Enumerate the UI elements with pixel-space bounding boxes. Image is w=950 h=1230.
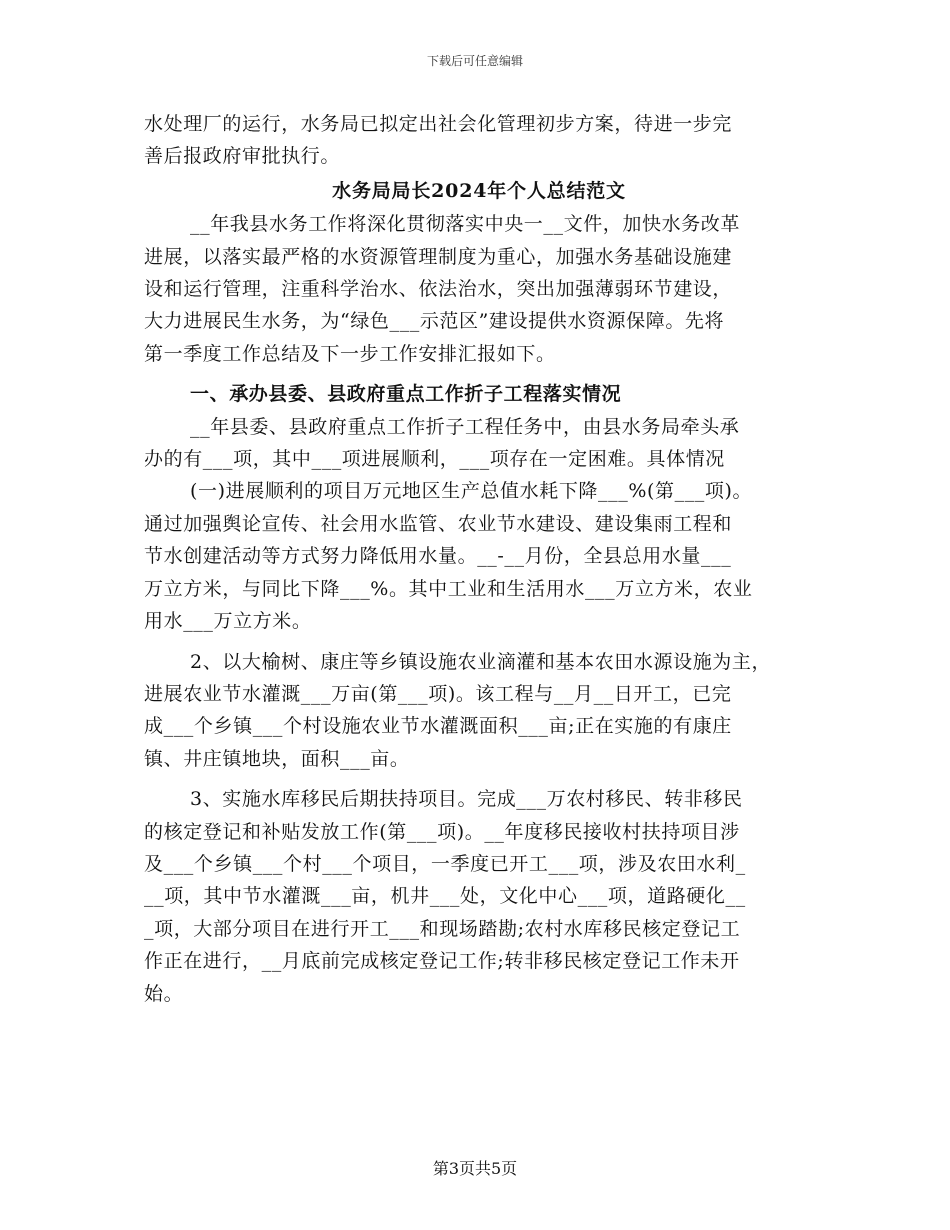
text-line: _项，大部分项目在进行开工___和现场踏勘;农村水库移民核定登记工 bbox=[144, 917, 741, 940]
text-line: 3、实施水库移民后期扶持项目。完成___万农村移民、转非移民 bbox=[190, 788, 743, 811]
continuation-paragraph bbox=[144, 108, 814, 173]
item-2-paragraph bbox=[144, 646, 814, 776]
text-line: 成___个乡镇___个村设施农业节水灌溉面积___亩;正在实施的有康庄 bbox=[144, 715, 732, 738]
text-line: 善后报政府审批执行。 bbox=[144, 145, 341, 168]
intro-paragraph bbox=[144, 208, 814, 370]
text-line: 进展农业节水灌溉___万亩(第___项)。该工程与__月__日开工，已完 bbox=[144, 682, 732, 705]
text-line: 进展，以落实最严格的水资源管理制度为重心，加强水务基础设施建 bbox=[144, 245, 733, 268]
text-line: 万立方米，与同比下降___%。其中工业和生活用水___万立方米，农业 bbox=[144, 577, 753, 600]
text-line: 用水___万立方米。 bbox=[144, 610, 312, 633]
text-line: (一)进展顺利的项目万元地区生产总值水耗下降___%(第___项)。 bbox=[190, 480, 753, 503]
item-1-paragraph bbox=[144, 475, 814, 637]
text-line: 水处理厂的运行，水务局已拟定出社会化管理初步方案，待进一步完 bbox=[144, 113, 733, 135]
text-line: 大力进展民生水务，为“绿色___示范区”建设提供水资源保障。先将 bbox=[144, 310, 725, 333]
text-line: 及___个乡镇___个村___个项目，一季度已开工___项，涉及农田水利_ bbox=[144, 852, 746, 875]
text-line: __项，其中节水灌溉___亩，机井___处，文化中心___项，道路硬化__ bbox=[144, 885, 746, 908]
document-title: 水务局局长2024年个人总结范文 bbox=[332, 179, 626, 202]
page-number: 第3页共5页 bbox=[432, 1159, 518, 1178]
text-line: __年县委、县政府重点工作折子工程任务中，由县水务局牵头承 bbox=[190, 415, 740, 438]
text-line: 2、以大榆树、康庄等乡镇设施农业滴灌和基本农田水源设施为主， bbox=[190, 650, 772, 673]
text-line: 设和运行管理，注重科学治水、依法治水，突出加强薄弱环节建设， bbox=[144, 278, 733, 301]
text-line: 镇、井庄镇地块，面积___亩。 bbox=[144, 747, 410, 770]
text-line: __年我县水务工作将深化贯彻落实中央一__文件，加快水务改革 bbox=[190, 213, 741, 236]
document-body bbox=[144, 108, 814, 1010]
text-line: 第一季度工作总结及下一步工作安排汇报如下。 bbox=[144, 342, 556, 365]
text-line: 的核定登记和补贴发放工作(第___项)。__年度移民接收村扶持项目涉 bbox=[144, 820, 740, 843]
section-paragraph bbox=[144, 411, 814, 476]
text-line: 办的有___项，其中___项进展顺利，___项存在一定困难。具体情况 bbox=[144, 448, 725, 471]
text-line: 通过加强舆论宣传、社会用水监管、农业节水建设、建设集雨工程和 bbox=[144, 512, 733, 535]
header-note: 下载后可任意编辑 bbox=[426, 54, 523, 68]
text-line: 作正在进行，__月底前完成核定登记工作;转非移民核定登记工作未开 bbox=[144, 950, 740, 973]
item-3-paragraph bbox=[144, 783, 814, 1010]
text-line: 节水创建活动等方式努力降低用水量。__-__月份，全县总用水量___ bbox=[144, 545, 732, 568]
section-heading: 一、承办县委、县政府重点工作折子工程落实情况 bbox=[190, 383, 622, 406]
text-line: 始。 bbox=[144, 982, 184, 1005]
